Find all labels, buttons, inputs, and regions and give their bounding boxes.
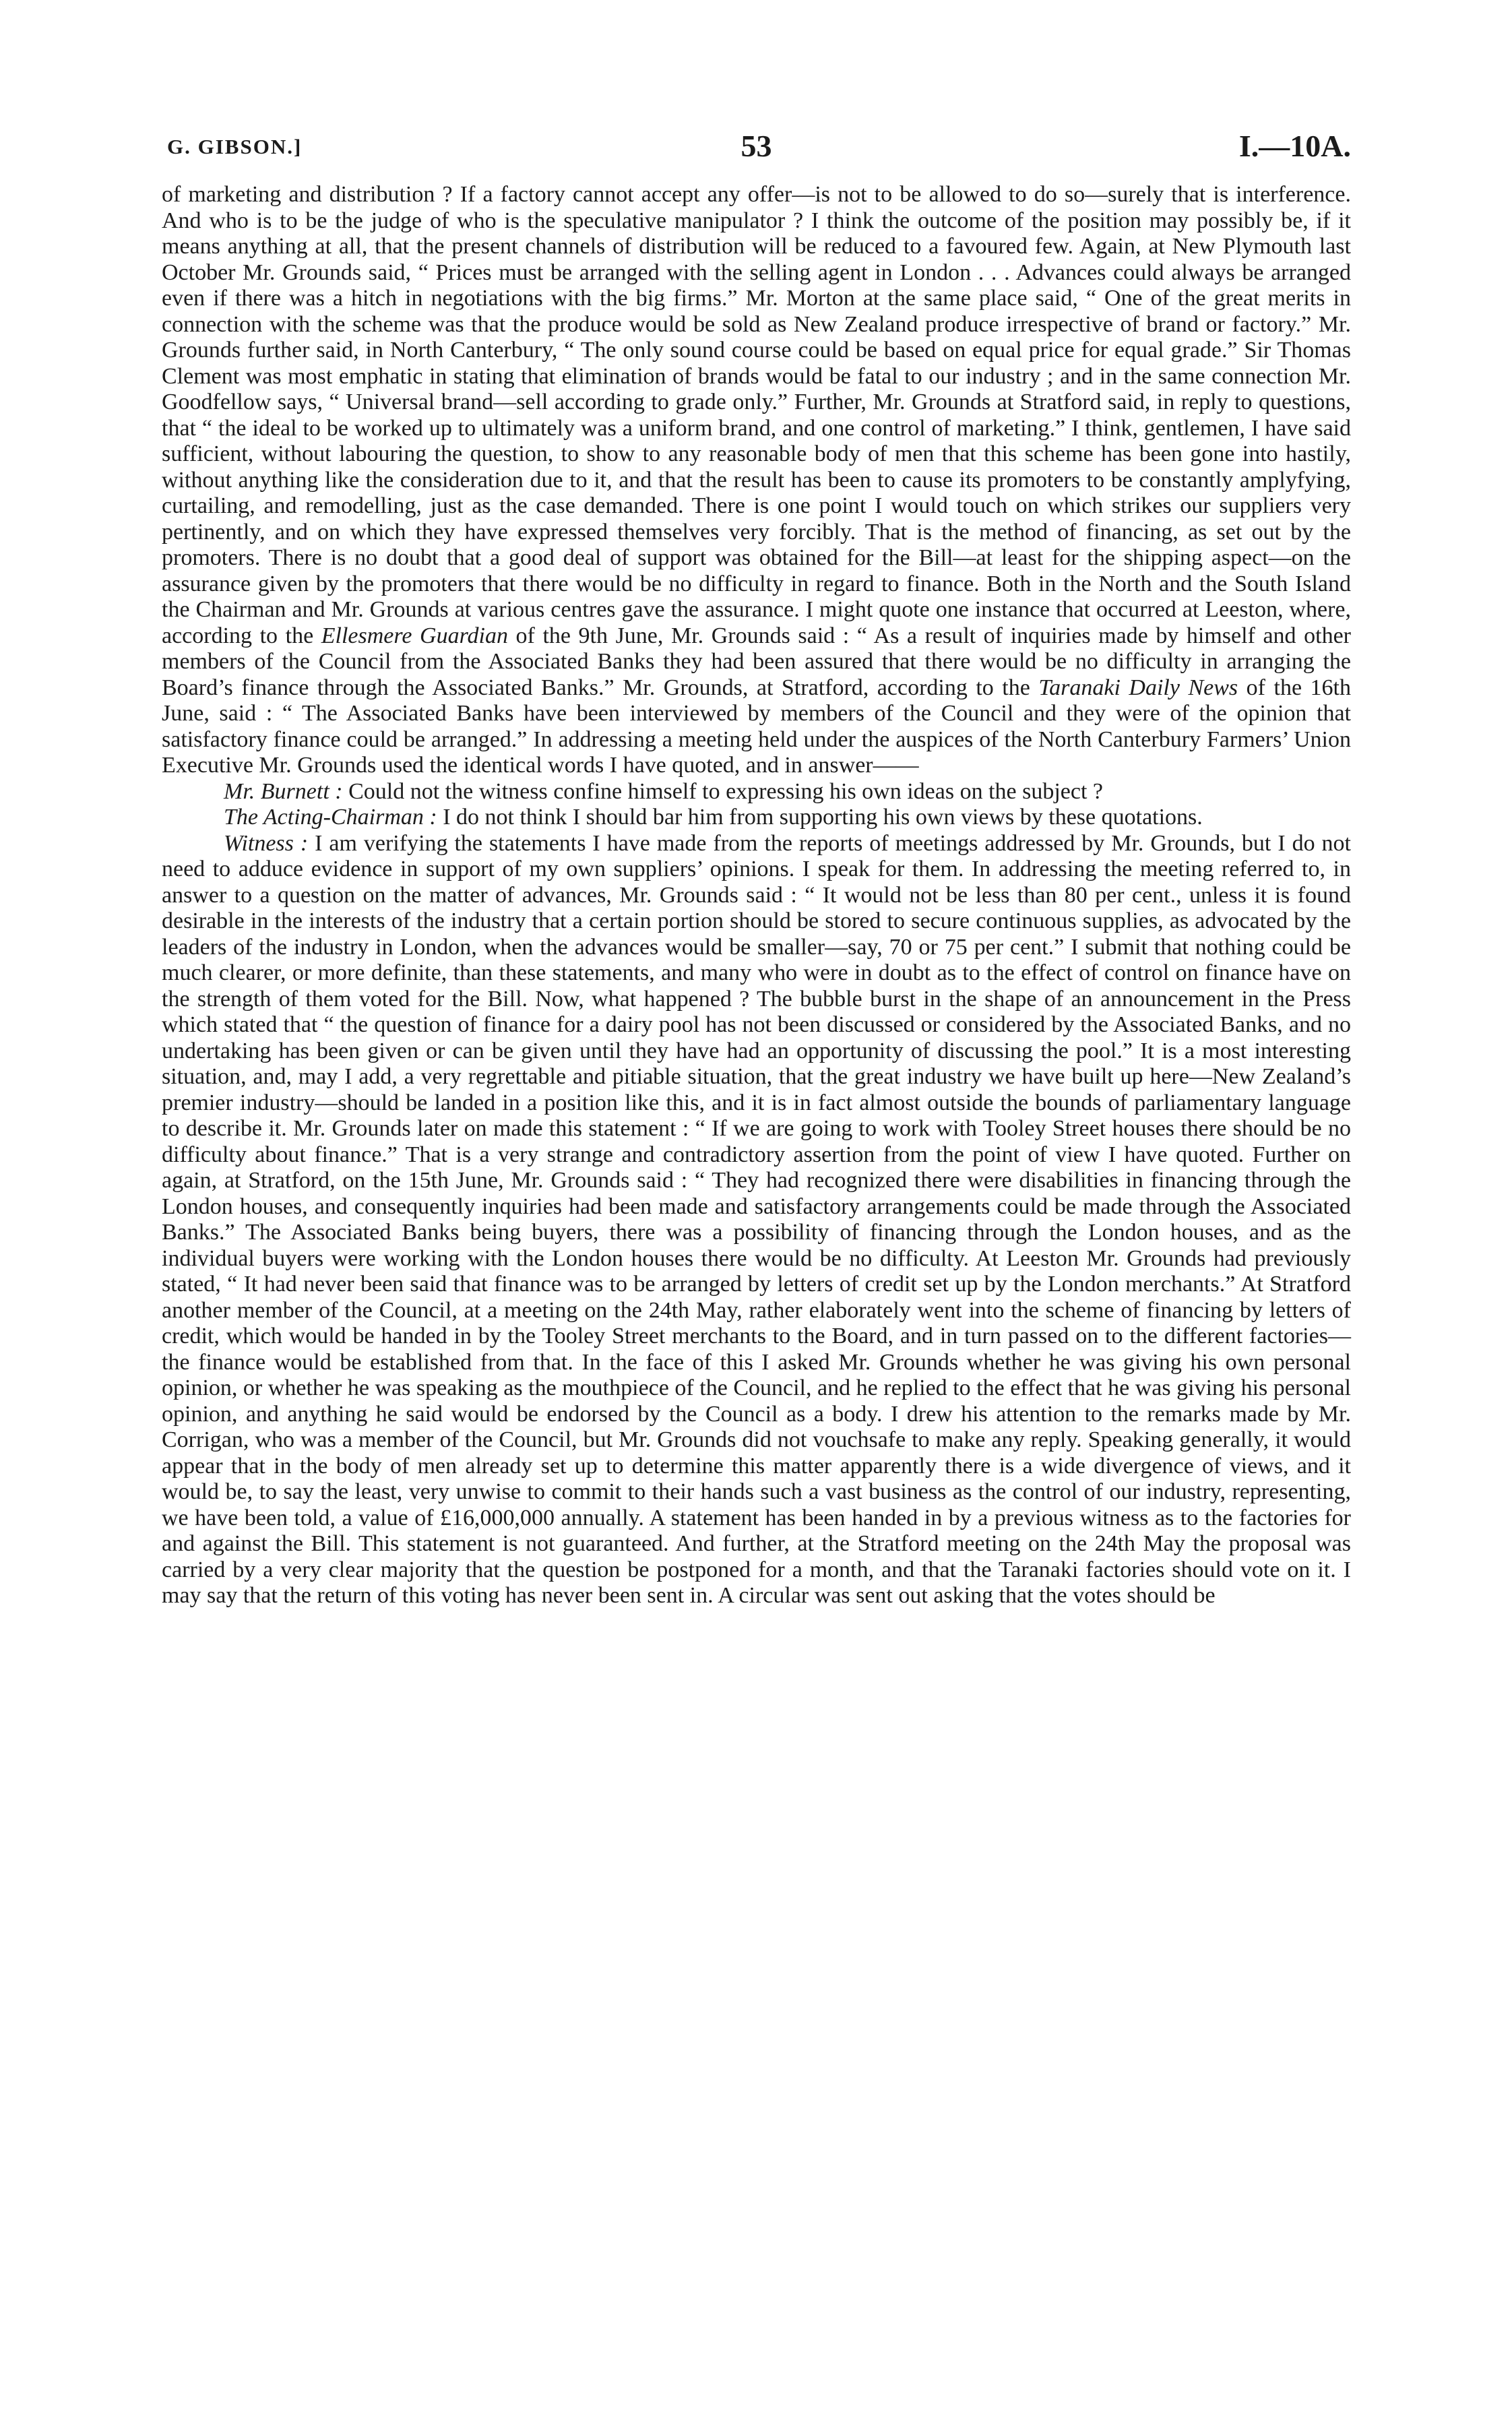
paragraph-text: of marketing and distribution ? If a factory cannot accept any offer—is not to be allowed to do so—surely that is interference. And who is to be the judge of who is the speculative manipulator ? I think the outcome of the position may possibly be, if it means anything at all, that the present channels of distribution will be reduced to a favoured few. Again, at New Plymouth last October Mr. Grounds said, “ Prices must be arranged with the selling agent in London . . . Advances could always be arranged even if there was a hitch in negotiations with the big firms.” Mr. Morton at the same place said, “ One of the great merits in connection with the scheme was that the produce would be sold as New Zealand produce irrespective of brand or factory.” Mr. Grounds further said, in North Canterbury, “ The only sound course could be based on equal price for equal grade.” Sir Thomas Clement was most emphatic in stating that elimination of brands would be fatal to our industry ; and in the same connection Mr. Goodfellow says, “ Universal brand—sell according to grade only.” Further, Mr. Grounds at Stratford said, in reply to questions, that “ the ideal to be worked up to ultimately was a uniform brand, and one control of marketing.” I think, gentlemen, I have said sufficient, without labouring the question, to show to any reasonable body of men that this scheme has been gone into hastily, without anything like the consideration due to it, and that the result has been to cause its promoters to be constantly amplyfying, curtailing, and remodelling, just as the case demanded. There is one point I would touch on which strikes our suppliers very pertinently, and on which they have expressed themselves very forcibly. That is the method of financing, as set out by the promoters. There is no doubt that a good deal of support was obtained for the Bill—at least for the shipping aspect—on the assurance given by the promoters that there would be no difficulty in regard to finance. Both in the North and the South Island the Chairman and Mr. Grounds at various centres gave the assurance. I might quote one instance that occurred at Leeston, where, according to the bbox=[162, 182, 1351, 648]
paragraph-burnett bbox=[162, 779, 1351, 805]
paragraph-marketing bbox=[162, 182, 1351, 779]
speaker-label: Mr. Burnett : bbox=[224, 778, 343, 804]
speech-text: I do not think I should bar him from supporting his own views by these quotations. bbox=[437, 805, 1203, 830]
paragraph-acting-chairman bbox=[162, 805, 1351, 831]
page-header bbox=[162, 128, 1351, 182]
speaker-label: Witness : bbox=[224, 830, 309, 856]
document-reference: I.—10A. bbox=[1238, 129, 1351, 163]
newspaper-title: Taranaki Daily News bbox=[1038, 675, 1238, 700]
document-page bbox=[162, 128, 1351, 2379]
speaker-label: The Acting-Chairman : bbox=[224, 805, 437, 830]
speech-text: Could not the witness confine himself to expressing his own ideas on the subject ? bbox=[342, 778, 1104, 804]
paragraph-text: of the 16th June, said : “ The Associated Banks have been interviewed by members of the Council and they were of the opinion that satisfactory finance could be arranged.” In addressing a meeting held under the auspices of the North Canterbury Farmers’ Union Executive Mr. Grounds used the identical words I have quoted, and in answer—— bbox=[162, 675, 1351, 778]
newspaper-title: Ellesmere Guardian bbox=[321, 623, 508, 648]
body-text bbox=[162, 182, 1351, 1609]
paragraph-witness bbox=[162, 831, 1351, 1609]
speech-text: I am verifying the statements I have made from the reports of meetings addressed by Mr. Grounds, but I do not need to adduce evidence in support of my own suppliers’ opinions. I speak for them. In addressing the meeting referred to, in answer to a question on the matter of advances, Mr. Grounds said : “ It would not be less than 80 per cent., unless it is found desirable in the interests of the industry that a certain portion should be stored to secure continuous supplies, as advocated by the leaders of the industry in London, when the advances would be smaller—say, 70 or 75 per cent.” I submit that nothing could be much clearer, or more definite, than these statements, and many who were in doubt as to the effect of control on finance have on the strength of them voted for the Bill. Now, what happened ? The bubble burst in the shape of an announcement in the Press which stated that “ the question of finance for a dairy pool has not been discussed or considered by the Associated Banks, and no undertaking has been given or can be given until they have had an opportunity of discussing the pool.” It is a most interesting situation, and, may I add, a very regrettable and pitiable situation, that the great industry we have built up here—New Zealand’s premier industry—should be landed in a position like this, and it is in fact almost outside the bounds of parliamentary language to describe it. Mr. Grounds later on made this statement : “ If we are going to work with Tooley Street houses there should be no difficulty about finance.” That is a very strange and contradictory assertion from the point of view I have quoted. Further on again, at Stratford, on the 15th June, Mr. Grounds said : “ They had recognized there were disabilities in financing through the London houses, and consequently inquiries had been made and satisfactory arrangements could be made through the Associated Banks.” The Associated Banks being buyers, there was a possibility of financing through the London houses, and as the individual buyers were working with the London houses there would be no difficulty. At Leeston Mr. Grounds had previously stated, “ It had never been said that finance was to be arranged by letters of credit set up by the London merchants.” At Stratford another member of the Council, at a meeting on the 24th May, rather elaborately went into the scheme of financing by letters of credit, which would be handed in by the Tooley Street merchants to the Board, and in turn passed on to the different factories—the finance would be established from that. In the face of this I asked Mr. Grounds whether he was giving his own personal opinion, or whether he was speaking as the mouthpiece of the Council, and he replied to the effect that he was giving his personal opinion, and anything he said would be endorsed by the Council as a body. I drew his attention to the remarks made by Mr. Corrigan, who was a member of the Council, but Mr. Grounds did not vouchsafe to make any reply. Speaking generally, it would appear that in the body of men already set up to determine this matter apparently there is a wide divergence of views, and it would be, to say the least, very unwise to commit to their hands such a vast business as the control of our industry, representing, we have been told, a value of £16,000,000 annually. A statement has been handed in by a previous witness as to the factories for and against the Bill. This statement is not guaranteed. And further, at the Stratford meeting on the 24th May the proposal was carried by a very clear majority that the question be postponed for a month, and that the Taranaki factories should vote on it. I may say that the return of this voting has never been sent in. A circular was sent out asking that the votes should be bbox=[162, 830, 1351, 1608]
paragraph-text: of the 9th June, Mr. Grounds said : “ As a result of inquiries made by himself and other members of the Council from the Associated Banks they had been assured that there would be no difficulty in arranging the Board’s finance through the Associated Banks.” Mr. Grounds, at Stratford, according to the bbox=[162, 623, 1351, 700]
witness-name-header: G. GIBSON.] bbox=[167, 135, 303, 158]
page-number: 53 bbox=[741, 129, 772, 163]
